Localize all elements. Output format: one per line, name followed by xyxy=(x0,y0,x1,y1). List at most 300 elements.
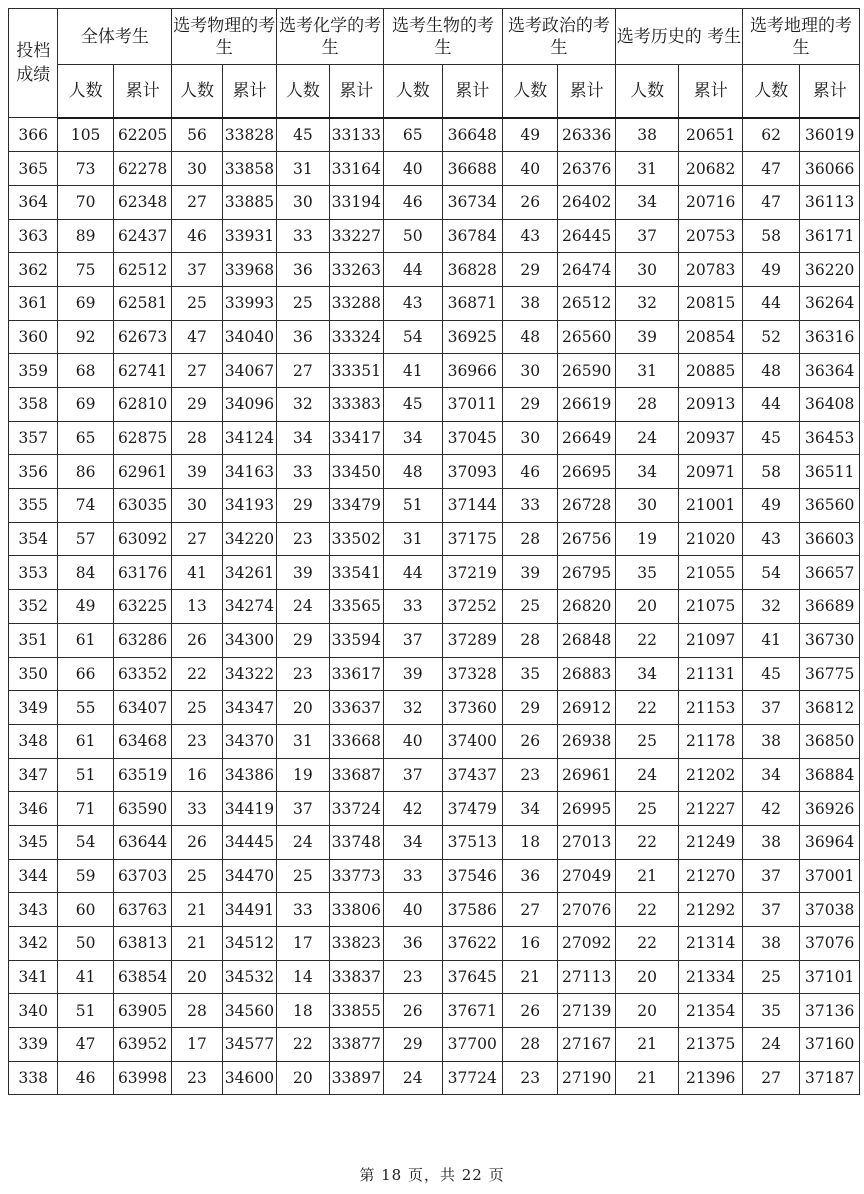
cumulative-cell: 62278 xyxy=(113,152,171,186)
cumulative-cell: 33885 xyxy=(222,185,276,219)
cumulative-cell: 26619 xyxy=(558,388,615,422)
count-cell: 23 xyxy=(502,1061,557,1095)
cumulative-cell: 63813 xyxy=(113,927,171,961)
table-row xyxy=(9,455,860,489)
table-row xyxy=(9,590,860,624)
count-cell: 20 xyxy=(277,691,329,725)
count-cell: 75 xyxy=(58,253,113,287)
count-cell: 21 xyxy=(615,859,679,893)
count-cell: 40 xyxy=(502,152,557,186)
count-cell: 48 xyxy=(502,320,557,354)
table-row xyxy=(9,152,860,186)
cumulative-cell: 27049 xyxy=(558,859,615,893)
cumulative-cell: 62512 xyxy=(113,253,171,287)
table-row xyxy=(9,792,860,826)
count-cell: 46 xyxy=(502,455,557,489)
cumulative-cell: 36453 xyxy=(800,421,860,455)
count-cell: 55 xyxy=(58,691,113,725)
cumulative-cell: 34347 xyxy=(222,691,276,725)
cumulative-cell: 33133 xyxy=(329,118,383,152)
count-cell: 68 xyxy=(58,354,113,388)
count-cell: 49 xyxy=(58,590,113,624)
cumulative-cell: 27139 xyxy=(558,994,615,1028)
count-cell: 29 xyxy=(502,691,557,725)
cumulative-cell: 36784 xyxy=(442,219,502,253)
count-cell: 29 xyxy=(277,623,329,657)
count-cell: 47 xyxy=(742,152,799,186)
cumulative-cell: 37011 xyxy=(442,388,502,422)
count-cell: 54 xyxy=(58,825,113,859)
count-cell: 30 xyxy=(172,152,222,186)
cumulative-cell: 26756 xyxy=(558,522,615,556)
cumulative-cell: 36113 xyxy=(800,185,860,219)
cumulative-cell: 26795 xyxy=(558,556,615,590)
cumulative-cell: 63286 xyxy=(113,623,171,657)
cumulative-cell: 37093 xyxy=(442,455,502,489)
table-row xyxy=(9,320,860,354)
score-header: 投档成绩 xyxy=(9,9,58,118)
cumulative-cell: 63176 xyxy=(113,556,171,590)
count-cell: 27 xyxy=(172,522,222,556)
score-cell: 350 xyxy=(9,657,58,691)
count-cell: 43 xyxy=(742,522,799,556)
cumulative-cell: 26695 xyxy=(558,455,615,489)
score-cell: 339 xyxy=(9,1028,58,1062)
count-cell: 30 xyxy=(615,489,679,523)
count-cell: 24 xyxy=(384,1061,442,1095)
count-cell: 92 xyxy=(58,320,113,354)
group-header-politics: 选考政治的考生 xyxy=(502,9,615,65)
cumulative-cell: 34491 xyxy=(222,893,276,927)
count-header: 人数 xyxy=(502,65,557,118)
cumulative-cell: 21097 xyxy=(679,623,743,657)
cumulative-cell: 37289 xyxy=(442,623,502,657)
count-cell: 41 xyxy=(742,623,799,657)
cumulative-cell: 34322 xyxy=(222,657,276,691)
cumulative-cell: 33968 xyxy=(222,253,276,287)
score-cell: 346 xyxy=(9,792,58,826)
count-cell: 30 xyxy=(502,354,557,388)
count-cell: 54 xyxy=(384,320,442,354)
score-cell: 348 xyxy=(9,724,58,758)
cumulative-cell: 20753 xyxy=(679,219,743,253)
score-cell: 356 xyxy=(9,455,58,489)
cumulative-cell: 33668 xyxy=(329,724,383,758)
cumulative-cell: 63703 xyxy=(113,859,171,893)
count-cell: 30 xyxy=(172,489,222,523)
cumulative-cell: 27013 xyxy=(558,825,615,859)
count-cell: 34 xyxy=(615,455,679,489)
table-row xyxy=(9,1028,860,1062)
cumulative-cell: 20885 xyxy=(679,354,743,388)
cumulative-cell: 33993 xyxy=(222,286,276,320)
count-cell: 27 xyxy=(502,893,557,927)
count-cell: 49 xyxy=(742,489,799,523)
cumulative-cell: 63468 xyxy=(113,724,171,758)
cumulative-cell: 63407 xyxy=(113,691,171,725)
cumulative-cell: 63644 xyxy=(113,825,171,859)
count-cell: 20 xyxy=(615,960,679,994)
table-row xyxy=(9,556,860,590)
cumulative-cell: 37724 xyxy=(442,1061,502,1095)
cumulative-cell: 36925 xyxy=(442,320,502,354)
cumulative-cell: 21354 xyxy=(679,994,743,1028)
count-header: 人数 xyxy=(58,65,113,118)
cumulative-cell: 27092 xyxy=(558,927,615,961)
cumulative-cell: 33828 xyxy=(222,118,276,152)
cumulative-cell: 36264 xyxy=(800,286,860,320)
count-cell: 38 xyxy=(742,724,799,758)
table-row xyxy=(9,219,860,253)
cumulative-cell: 33687 xyxy=(329,758,383,792)
count-cell: 33 xyxy=(502,489,557,523)
cumulative-cell: 36019 xyxy=(800,118,860,152)
count-cell: 19 xyxy=(615,522,679,556)
cumulative-cell: 36364 xyxy=(800,354,860,388)
cumulative-cell: 34300 xyxy=(222,623,276,657)
cumulative-cell: 34220 xyxy=(222,522,276,556)
count-cell: 21 xyxy=(172,893,222,927)
cumulative-cell: 26995 xyxy=(558,792,615,826)
cumulative-cell: 21153 xyxy=(679,691,743,725)
group-header-geography: 选考地理的考生 xyxy=(742,9,859,65)
cumulative-cell: 33324 xyxy=(329,320,383,354)
cumulative-cell: 27190 xyxy=(558,1061,615,1095)
count-cell: 33 xyxy=(384,859,442,893)
count-cell: 21 xyxy=(615,1028,679,1062)
count-cell: 66 xyxy=(58,657,113,691)
count-cell: 37 xyxy=(384,758,442,792)
cumulative-cell: 33637 xyxy=(329,691,383,725)
table-row xyxy=(9,354,860,388)
cumulative-cell: 27113 xyxy=(558,960,615,994)
score-cell: 357 xyxy=(9,421,58,455)
count-cell: 24 xyxy=(277,590,329,624)
count-cell: 22 xyxy=(277,1028,329,1062)
count-cell: 23 xyxy=(172,1061,222,1095)
cumulative-cell: 21270 xyxy=(679,859,743,893)
count-header: 人数 xyxy=(384,65,442,118)
count-cell: 40 xyxy=(384,152,442,186)
count-cell: 36 xyxy=(277,253,329,287)
score-cell: 340 xyxy=(9,994,58,1028)
cumulative-cell: 33823 xyxy=(329,927,383,961)
count-cell: 37 xyxy=(384,623,442,657)
count-cell: 52 xyxy=(742,320,799,354)
cumulative-header: 累计 xyxy=(679,65,743,118)
cumulative-cell: 33837 xyxy=(329,960,383,994)
cumulative-cell: 36603 xyxy=(800,522,860,556)
count-cell: 18 xyxy=(277,994,329,1028)
cumulative-cell: 33724 xyxy=(329,792,383,826)
cumulative-cell: 21202 xyxy=(679,758,743,792)
table-row xyxy=(9,893,860,927)
cumulative-cell: 34040 xyxy=(222,320,276,354)
cumulative-cell: 63998 xyxy=(113,1061,171,1095)
count-cell: 34 xyxy=(277,421,329,455)
cumulative-cell: 33263 xyxy=(329,253,383,287)
count-cell: 30 xyxy=(277,185,329,219)
count-cell: 30 xyxy=(615,253,679,287)
count-cell: 60 xyxy=(58,893,113,927)
count-cell: 41 xyxy=(58,960,113,994)
table-row xyxy=(9,1061,860,1095)
count-cell: 25 xyxy=(502,590,557,624)
count-cell: 30 xyxy=(502,421,557,455)
cumulative-cell: 27167 xyxy=(558,1028,615,1062)
cumulative-cell: 36734 xyxy=(442,185,502,219)
cumulative-cell: 33164 xyxy=(329,152,383,186)
cumulative-cell: 21292 xyxy=(679,893,743,927)
cumulative-cell: 36812 xyxy=(800,691,860,725)
cumulative-cell: 37437 xyxy=(442,758,502,792)
count-cell: 40 xyxy=(384,893,442,927)
cumulative-cell: 33594 xyxy=(329,623,383,657)
count-cell: 39 xyxy=(172,455,222,489)
cumulative-cell: 26512 xyxy=(558,286,615,320)
cumulative-cell: 21020 xyxy=(679,522,743,556)
count-cell: 18 xyxy=(502,825,557,859)
cumulative-cell: 63952 xyxy=(113,1028,171,1062)
cumulative-cell: 33855 xyxy=(329,994,383,1028)
count-cell: 24 xyxy=(615,421,679,455)
count-cell: 40 xyxy=(384,724,442,758)
count-cell: 46 xyxy=(172,219,222,253)
count-cell: 28 xyxy=(172,421,222,455)
score-cell: 347 xyxy=(9,758,58,792)
count-cell: 31 xyxy=(277,152,329,186)
count-cell: 37 xyxy=(742,859,799,893)
cumulative-cell: 33479 xyxy=(329,489,383,523)
cumulative-cell: 37219 xyxy=(442,556,502,590)
table-row xyxy=(9,657,860,691)
cumulative-cell: 37622 xyxy=(442,927,502,961)
score-cell: 366 xyxy=(9,118,58,152)
count-cell: 32 xyxy=(384,691,442,725)
group-header-history: 选考历史的 考生 xyxy=(615,9,742,65)
cumulative-cell: 62581 xyxy=(113,286,171,320)
count-cell: 69 xyxy=(58,286,113,320)
group-header-chemistry: 选考化学的考生 xyxy=(277,9,384,65)
count-cell: 35 xyxy=(502,657,557,691)
count-cell: 47 xyxy=(742,185,799,219)
cumulative-cell: 37045 xyxy=(442,421,502,455)
score-cell: 365 xyxy=(9,152,58,186)
cumulative-cell: 34419 xyxy=(222,792,276,826)
count-cell: 47 xyxy=(172,320,222,354)
count-cell: 28 xyxy=(502,522,557,556)
count-cell: 27 xyxy=(277,354,329,388)
cumulative-header: 累计 xyxy=(222,65,276,118)
cumulative-cell: 37513 xyxy=(442,825,502,859)
count-cell: 65 xyxy=(384,118,442,152)
count-cell: 31 xyxy=(384,522,442,556)
score-cell: 349 xyxy=(9,691,58,725)
cumulative-cell: 36689 xyxy=(800,590,860,624)
count-cell: 38 xyxy=(742,825,799,859)
count-cell: 29 xyxy=(502,253,557,287)
count-cell: 45 xyxy=(277,118,329,152)
cumulative-cell: 37645 xyxy=(442,960,502,994)
count-cell: 56 xyxy=(172,118,222,152)
cumulative-cell: 21375 xyxy=(679,1028,743,1062)
cumulative-cell: 33565 xyxy=(329,590,383,624)
cumulative-cell: 62875 xyxy=(113,421,171,455)
count-cell: 34 xyxy=(384,825,442,859)
cumulative-cell: 33227 xyxy=(329,219,383,253)
count-cell: 32 xyxy=(615,286,679,320)
group-header-physics: 选考物理的考生 xyxy=(172,9,277,65)
cumulative-cell: 36657 xyxy=(800,556,860,590)
cumulative-cell: 63352 xyxy=(113,657,171,691)
count-cell: 47 xyxy=(58,1028,113,1062)
count-cell: 43 xyxy=(384,286,442,320)
cumulative-cell: 26938 xyxy=(558,724,615,758)
count-cell: 22 xyxy=(615,825,679,859)
count-cell: 34 xyxy=(615,185,679,219)
count-cell: 28 xyxy=(172,994,222,1028)
count-cell: 49 xyxy=(502,118,557,152)
count-cell: 23 xyxy=(277,522,329,556)
cumulative-cell: 21396 xyxy=(679,1061,743,1095)
count-cell: 22 xyxy=(615,623,679,657)
score-cell: 360 xyxy=(9,320,58,354)
cumulative-cell: 34193 xyxy=(222,489,276,523)
count-cell: 51 xyxy=(384,489,442,523)
score-distribution-table xyxy=(8,8,860,1095)
cumulative-cell: 26912 xyxy=(558,691,615,725)
score-cell: 342 xyxy=(9,927,58,961)
cumulative-cell: 21249 xyxy=(679,825,743,859)
cumulative-cell: 26590 xyxy=(558,354,615,388)
cumulative-cell: 33417 xyxy=(329,421,383,455)
count-cell: 58 xyxy=(742,219,799,253)
cumulative-cell: 34096 xyxy=(222,388,276,422)
cumulative-cell: 21334 xyxy=(679,960,743,994)
cumulative-cell: 37076 xyxy=(800,927,860,961)
count-cell: 26 xyxy=(502,994,557,1028)
score-cell: 353 xyxy=(9,556,58,590)
count-cell: 39 xyxy=(384,657,442,691)
count-cell: 28 xyxy=(502,623,557,657)
cumulative-cell: 34470 xyxy=(222,859,276,893)
table-row xyxy=(9,691,860,725)
cumulative-cell: 20815 xyxy=(679,286,743,320)
count-cell: 70 xyxy=(58,185,113,219)
count-cell: 36 xyxy=(277,320,329,354)
cumulative-cell: 33383 xyxy=(329,388,383,422)
cumulative-cell: 20682 xyxy=(679,152,743,186)
count-cell: 29 xyxy=(277,489,329,523)
count-cell: 31 xyxy=(277,724,329,758)
table-row xyxy=(9,118,860,152)
cumulative-cell: 33541 xyxy=(329,556,383,590)
score-cell: 359 xyxy=(9,354,58,388)
cumulative-cell: 37101 xyxy=(800,960,860,994)
cumulative-cell: 34560 xyxy=(222,994,276,1028)
score-cell: 338 xyxy=(9,1061,58,1095)
score-cell: 351 xyxy=(9,623,58,657)
count-cell: 37 xyxy=(742,893,799,927)
count-cell: 38 xyxy=(615,118,679,152)
count-cell: 46 xyxy=(58,1061,113,1095)
count-cell: 49 xyxy=(742,253,799,287)
count-cell: 31 xyxy=(615,152,679,186)
score-cell: 341 xyxy=(9,960,58,994)
cumulative-cell: 33931 xyxy=(222,219,276,253)
count-cell: 13 xyxy=(172,590,222,624)
table-row xyxy=(9,421,860,455)
count-cell: 32 xyxy=(277,388,329,422)
cumulative-cell: 26474 xyxy=(558,253,615,287)
cumulative-cell: 36688 xyxy=(442,152,502,186)
count-cell: 31 xyxy=(615,354,679,388)
count-cell: 37 xyxy=(742,691,799,725)
cumulative-cell: 34532 xyxy=(222,960,276,994)
count-cell: 36 xyxy=(384,927,442,961)
cumulative-cell: 63092 xyxy=(113,522,171,556)
count-cell: 44 xyxy=(742,388,799,422)
cumulative-cell: 33748 xyxy=(329,825,383,859)
count-cell: 26 xyxy=(502,724,557,758)
cumulative-cell: 37038 xyxy=(800,893,860,927)
count-cell: 34 xyxy=(502,792,557,826)
score-cell: 361 xyxy=(9,286,58,320)
table-row xyxy=(9,960,860,994)
cumulative-cell: 21001 xyxy=(679,489,743,523)
table-row xyxy=(9,927,860,961)
count-cell: 29 xyxy=(384,1028,442,1062)
count-cell: 45 xyxy=(742,421,799,455)
cumulative-cell: 37546 xyxy=(442,859,502,893)
count-cell: 20 xyxy=(277,1061,329,1095)
cumulative-cell: 36926 xyxy=(800,792,860,826)
count-cell: 59 xyxy=(58,859,113,893)
count-cell: 34 xyxy=(615,657,679,691)
count-cell: 29 xyxy=(172,388,222,422)
cumulative-header: 累计 xyxy=(558,65,615,118)
count-cell: 25 xyxy=(277,286,329,320)
cumulative-cell: 33806 xyxy=(329,893,383,927)
count-cell: 21 xyxy=(172,927,222,961)
cumulative-cell: 20716 xyxy=(679,185,743,219)
count-cell: 42 xyxy=(742,792,799,826)
group-header-all: 全体考生 xyxy=(58,9,172,65)
cumulative-cell: 34445 xyxy=(222,825,276,859)
count-cell: 37 xyxy=(277,792,329,826)
count-cell: 38 xyxy=(502,286,557,320)
count-cell: 20 xyxy=(172,960,222,994)
cumulative-cell: 33351 xyxy=(329,354,383,388)
count-cell: 62 xyxy=(742,118,799,152)
count-cell: 38 xyxy=(742,927,799,961)
count-header: 人数 xyxy=(277,65,329,118)
cumulative-cell: 63225 xyxy=(113,590,171,624)
cumulative-cell: 26560 xyxy=(558,320,615,354)
cumulative-cell: 34370 xyxy=(222,724,276,758)
cumulative-cell: 36511 xyxy=(800,455,860,489)
cumulative-cell: 21227 xyxy=(679,792,743,826)
cumulative-cell: 36850 xyxy=(800,724,860,758)
count-cell: 35 xyxy=(615,556,679,590)
score-cell: 364 xyxy=(9,185,58,219)
cumulative-cell: 37671 xyxy=(442,994,502,1028)
cumulative-cell: 36730 xyxy=(800,623,860,657)
count-cell: 32 xyxy=(742,590,799,624)
count-cell: 44 xyxy=(384,556,442,590)
score-cell: 363 xyxy=(9,219,58,253)
count-cell: 42 xyxy=(384,792,442,826)
